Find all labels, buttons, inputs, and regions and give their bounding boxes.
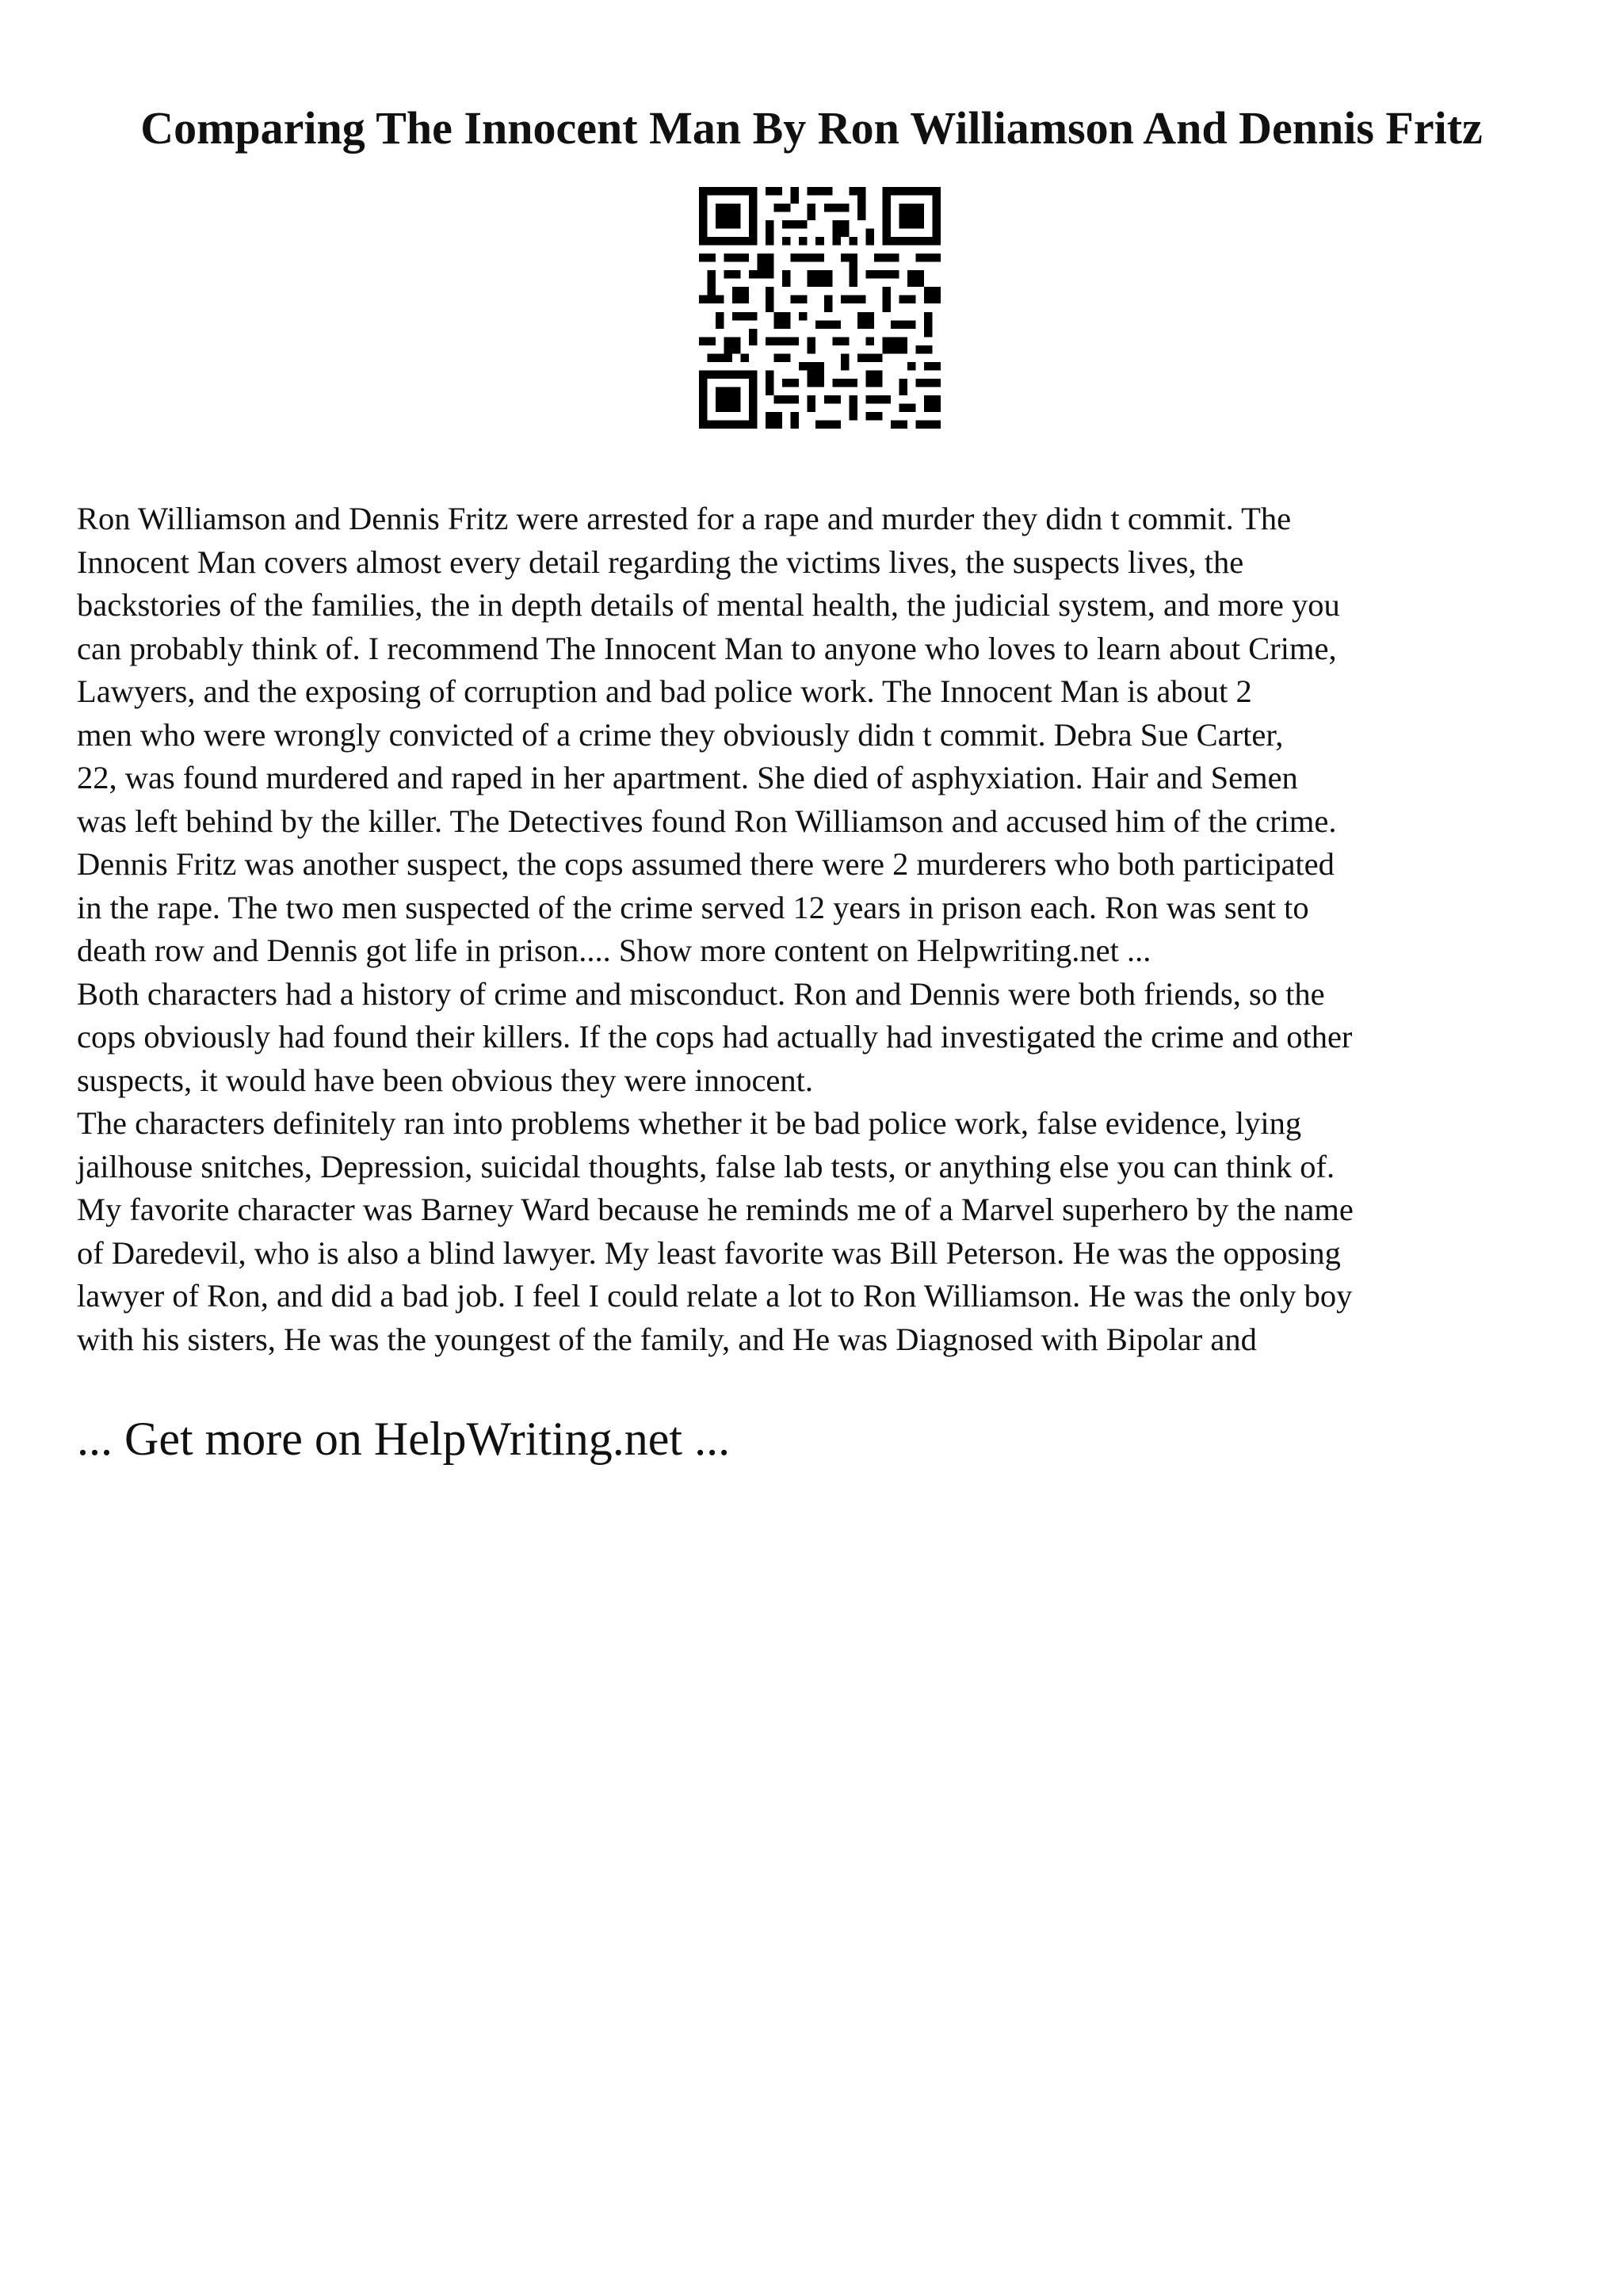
qr-code-graphic	[699, 187, 941, 429]
body-line: suspects, it would have been obvious they were innocent.	[77, 1062, 814, 1098]
body-line: men who were wrongly convicted of a crime they obviously didn t commit. Debra Sue Carter,	[77, 716, 1284, 753]
body-line: My favorite character was Barney Ward because he reminds me of a Marvel superhero by the name	[77, 1192, 1354, 1227]
body-line: jailhouse snitches, Depression, suicidal thoughts, false lab tests, or anything else you can think of.	[77, 1148, 1335, 1184]
body-line: Dennis Fritz was another suspect, the cops assumed there were 2 murderers who both participated	[77, 846, 1335, 882]
article-body	[77, 498, 1567, 1361]
body-line: was left behind by the killer. The Detectives found Ron Williamson and accused him of the crime.	[77, 803, 1337, 839]
body-line: Innocent Man covers almost every detail regarding the victims lives, the suspects lives, the	[77, 543, 1244, 580]
body-line: can probably think of. I recommend The Innocent Man to anyone who loves to learn about Crime,	[77, 630, 1337, 666]
body-line: in the rape. The two men suspected of the crime served 12 years in prison each. Ron was sent to	[77, 889, 1309, 925]
body-line: with his sisters, He was the youngest of the family, and He was Diagnosed with Bipolar and	[77, 1321, 1257, 1357]
body-line: The characters definitely ran into problems whether it be bad police work, false evidence, lying	[77, 1105, 1302, 1141]
body-line: death row and Dennis got life in prison.... Show more content on Helpwriting.net ...	[77, 933, 1151, 968]
body-line: Lawyers, and the exposing of corruption and bad police work. The Innocent Man is about 2	[77, 673, 1252, 709]
body-line: backstories of the families, the in depth details of mental health, the judicial system, and more you	[77, 587, 1340, 623]
body-line: cops obviously had found their killers. If the cops had actually had investigated the crime and other	[77, 1019, 1353, 1055]
body-line: Both characters had a history of crime and misconduct. Ron and Dennis were both friends, so the	[77, 975, 1325, 1012]
document-title: Comparing The Innocent Man By Ron Williamson And Dennis Fritz	[140, 102, 1483, 154]
body-line: 22, was found murdered and raped in her apartment. She died of asphyxiation. Hair and Semen	[77, 760, 1298, 795]
qr-code-icon[interactable]	[699, 187, 941, 429]
body-line: of Daredevil, who is also a blind lawyer. My least favorite was Bill Peterson. He was the opposing	[77, 1234, 1341, 1271]
body-line: Ron Williamson and Dennis Fritz were arrested for a rape and murder they didn t commit. The	[77, 501, 1292, 536]
get-more-link[interactable]: ... Get more on HelpWriting.net ...	[77, 1413, 731, 1465]
body-line: lawyer of Ron, and did a bad job. I feel I could relate a lot to Ron Williamson. He was the only boy	[77, 1278, 1353, 1314]
